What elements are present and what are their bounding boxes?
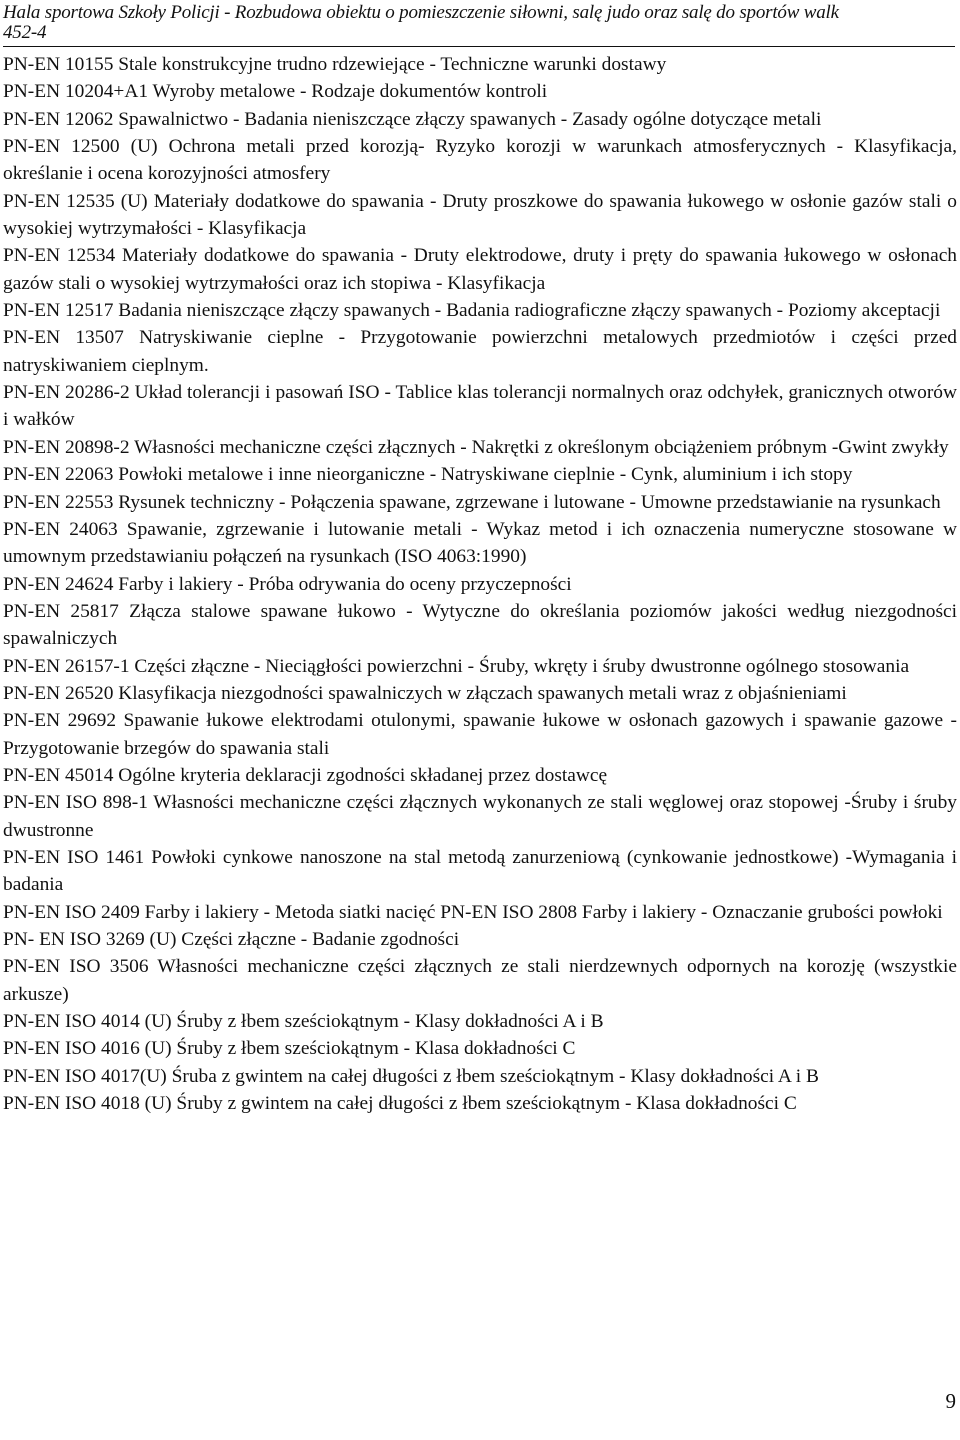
standard-entry: PN- EN ISO 3269 (U) Części złączne - Badanie zgodności [3,929,460,950]
standard-entry: PN-EN 26520 Klasyfikacja niezgodności spawalniczych w złączach spawanych metali wraz z objaśnieniami [3,682,847,704]
standard-entry: PN-EN 12500 (U) Ochrona metali przed korozją- Ryzyko korozji w warunkach atmosferycznych - Klasyfikacja, określanie i ocena korozyjności atmosfery [3,136,957,185]
standard-entry: PN-EN 29692 Spawanie łukowe elektrodami otulonymi, spawanie łukowe w osłonach gazowych i spawanie gazowe - Przygotowanie brzegów do spawania stali [3,710,957,759]
standard-entry: PN-EN 24624 Farby i lakiery - Próba odrywania do oceny przyczepności [3,573,572,595]
standard-entry: PN-EN ISO 898-1 Własności mechaniczne części złącznych wykonanych ze stali węglowej oraz stopowej -Śruby i śruby dwustronne [3,792,957,841]
page-number: 9 [945,1389,956,1413]
standard-entry: PN-EN ISO 4016 (U) Śruby z łbem sześciokątnym - Klasa dokładności C [3,1038,576,1060]
standard-entry: PN-EN 10155 Stale konstrukcyjne trudno rdzewiejące - Techniczne warunki dostawy [3,54,667,75]
standard-entry: PN-EN ISO 2409 Farby i lakiery - Metoda siatki nacięć PN-EN ISO 2808 Farby i lakiery - Oznaczanie grubości powłoki [3,901,943,923]
running-header-code: 452-4 [3,22,955,47]
standard-entry: PN-EN 22063 Powłoki metalowe i inne nieorganiczne - Natryskiwane cieplnie - Cynk, aluminium i ich stopy [3,464,853,486]
standard-entry: PN-EN 20898-2 Własności mechaniczne części złącznych - Nakrętki z określonym obciążeniem próbnym -Gwint zwykły [3,436,949,458]
standard-entry: PN-EN ISO 3506 Własności mechaniczne części złącznych ze stali nierdzewnych odpornych na korozję (wszystkie arkusze) [3,956,957,1005]
standard-entry: PN-EN 20286-2 Układ tolerancji i pasowań ISO - Tablice klas tolerancji normalnych oraz odchyłek, granicznych otworów i wałków [3,382,957,431]
standard-entry: PN-EN ISO 4017(U) Śruba z gwintem na całej długości z łbem sześciokątnym - Klasy dokładności A i B [3,1065,819,1087]
standard-entry: PN-EN 12062 Spawalnictwo - Badania nieniszczące złączy spawanych - Zasady ogólne dotyczące metali [3,108,822,130]
standard-entry: PN-EN 13507 Natryskiwanie cieplne - Przygotowanie powierzchni metalowych przedmiotów i części przed natryskiwaniem cieplnym. [3,327,957,376]
standard-entry: PN-EN 12534 Materiały dodatkowe do spawania - Druty elektrodowe, druty i pręty do spawania łukowego w osłonach gazów stali o wysokiej wytrzymałości oraz ich stopiwa - Klasyfikacja [3,245,957,294]
standard-entry: PN-EN 12517 Badania nieniszczące złączy spawanych - Badania radiograficzne złączy spawanych - Poziomy akceptacji [3,300,941,322]
standard-entry: PN-EN 10204+A1 Wyroby metalowe - Rodzaje dokumentów kontroli [3,81,548,103]
standard-entry: PN-EN 22553 Rysunek techniczny - Połączenia spawane, zgrzewane i lutowane - Umowne przedstawianie na rysunkach [3,491,941,513]
standard-entry: PN-EN ISO 1461 Powłoki cynkowe nanoszone na stal metodą zanurzeniową (cynkowanie jednostkowe) -Wymagania i badania [3,846,957,896]
standards-list [3,51,957,1117]
standard-entry: PN-EN 26157-1 Części złączne - Nieciągłości powierzchni - Śruby, wkręty i śruby dwustronne ogólnego stosowania [3,655,910,677]
standard-entry: PN-EN 25817 Złącza stalowe spawane łukowo - Wytyczne do określania poziomów jakości według niezgodności spawalniczych [3,600,957,650]
standard-entry: PN-EN 24063 Spawanie, zgrzewanie i lutowanie metali - Wykaz metod i ich oznaczenia numeryczne stosowane w umownym przedstawianiu połączeń na rysunkach (ISO 4063:1990) [3,518,957,568]
standard-entry: PN-EN 12535 (U) Materiały dodatkowe do spawania - Druty proszkowe do spawania łukowego w osłonie gazów stali o wysokiej wytrzymałości - Klasyfikacja [3,190,957,240]
standard-entry: PN-EN 45014 Ogólne kryteria deklaracji zgodności składanej przez dostawcę [3,764,608,786]
running-header-title: Hala sportowa Szkoły Policji - Rozbudowa obiektu o pomieszczenie siłowni, salę judo oraz salę do sportów walk [3,2,839,23]
standard-entry: PN-EN ISO 4018 (U) Śruby z gwintem na całej długości z łbem sześciokątnym - Klasa dokładności C [3,1093,797,1115]
standard-entry: PN-EN ISO 4014 (U) Śruby z łbem sześciokątnym - Klasy dokładności A i B [3,1011,604,1033]
